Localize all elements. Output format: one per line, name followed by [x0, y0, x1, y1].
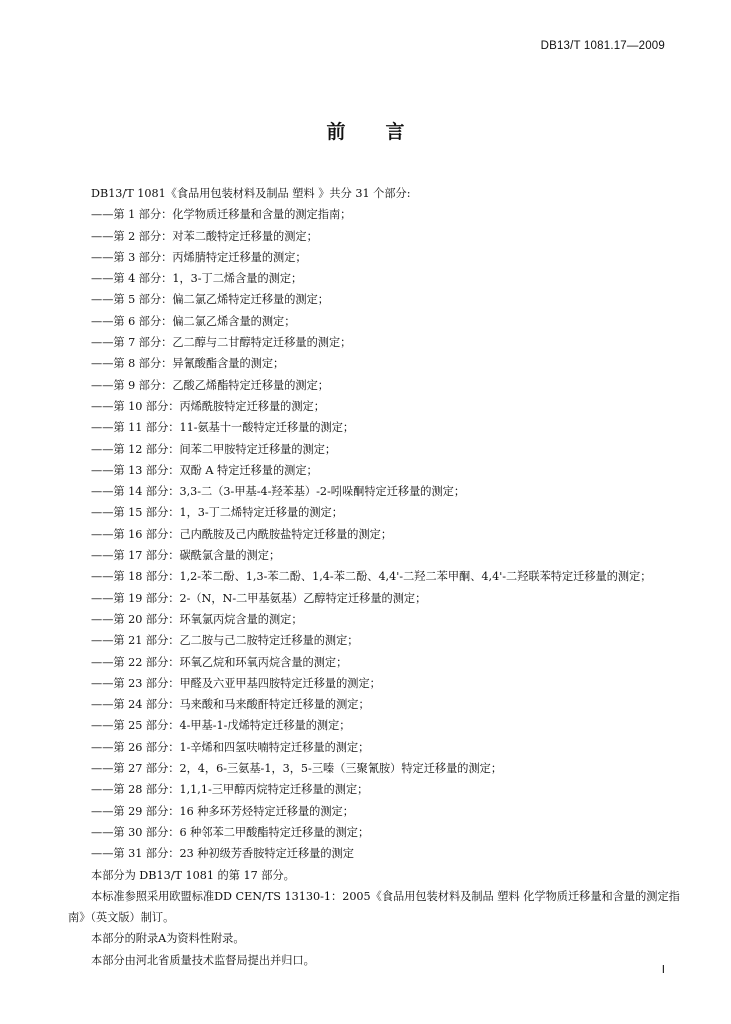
document-code: DB13/T 1081.17—2009	[540, 40, 665, 52]
part-list-item: ——第 12 部分：间苯二甲胺特定迁移量的测定；	[91, 442, 337, 456]
closing-paragraph: 本部分的附录A为资料性附录。	[91, 932, 245, 946]
part-list-item: ——第 11 部分：11-氨基十一酸特定迁移量的测定；	[91, 421, 355, 435]
part-list-item: ——第 9 部分：乙酸乙烯酯特定迁移量的测定；	[91, 378, 329, 392]
part-list-item: ——第 5 部分：偏二氯乙烯特定迁移量的测定；	[91, 293, 329, 307]
part-list-item: ——第 30 部分：6 种邻苯二甲酸酯特定迁移量的测定；	[91, 825, 370, 839]
part-list-item: ——第 18 部分：1,2-苯二酚、1,3-苯二酚、1,4-苯二酚、4,4'-二羟二苯甲酮、4,4'-二羟联苯特定迁移量的测定；	[91, 570, 652, 584]
intro-paragraph: DB13/T 1081《食品用包装材料及制品 塑料 》共分 31 个部分:	[91, 187, 411, 200]
part-list-item: ——第 17 部分：碳酰氯含量的测定；	[91, 549, 281, 563]
part-list-item: ——第 25 部分：4-甲基-1-戊烯特定迁移量的测定；	[91, 719, 351, 733]
part-list-item: ——第 20 部分：环氧氯丙烷含量的测定；	[91, 612, 303, 626]
page-title: 前言	[326, 121, 445, 143]
part-list-item: ——第 3 部分：丙烯腈特定迁移量的测定；	[91, 250, 307, 264]
part-list-item: ——第 16 部分：己内酰胺及己内酰胺盐特定迁移量的测定；	[91, 527, 393, 541]
closing-paragraphs	[68, 865, 680, 971]
part-list-item: ——第 6 部分：偏二氯乙烯含量的测定；	[91, 314, 296, 328]
part-list-item: ——第 8 部分：异氰酸酯含量的测定；	[91, 357, 285, 371]
part-list-item: ——第 26 部分：1-辛烯和四氢呋喃特定迁移量的测定；	[91, 740, 370, 754]
part-list-item: ——第 27 部分：2，4，6-三氨基-1，3，5-三嗪（三聚氰胺）特定迁移量的测定；	[91, 762, 503, 776]
part-list-item: ——第 21 部分：乙二胺与己二胺特定迁移量的测定；	[91, 634, 359, 648]
page-number: I	[661, 963, 665, 976]
parts-list	[68, 204, 680, 864]
part-list-item: ——第 4 部分：1，3-丁二烯含量的测定；	[91, 272, 303, 286]
part-list-item: ——第 28 部分：1,1,1-三甲醇丙烷特定迁移量的测定；	[91, 783, 369, 797]
closing-paragraph: 本部分为 DB13/T 1081 的第 17 部分。	[91, 868, 295, 882]
part-list-item: ——第 7 部分：乙二醇与二甘醇特定迁移量的测定；	[91, 336, 352, 350]
closing-paragraph: 本部分由河北省质量技术监督局提出并归口。	[91, 953, 315, 967]
part-list-item: ——第 1 部分：化学物质迁移量和含量的测定指南；	[91, 208, 352, 222]
part-list-item: ——第 22 部分：环氧乙烷和环氧丙烷含量的测定；	[91, 655, 348, 669]
part-list-item: ——第 29 部分：16 种多环芳烃特定迁移量的测定；	[91, 804, 354, 818]
part-list-item: ——第 31 部分：23 种初级芳香胺特定迁移量的测定	[91, 847, 354, 861]
part-list-item: ——第 24 部分：马来酸和马来酸酐特定迁移量的测定；	[91, 698, 370, 712]
foreword-body	[68, 183, 680, 971]
closing-paragraph: 本标准参照采用欧盟标准DD CEN/TS 13130-1：2005《食品用包装材料及制品 塑料 化学物质迁移量和含量的测定指南》（英文版）制订。	[68, 889, 680, 925]
part-list-item: ——第 13 部分：双酚 A 特定迁移量的测定；	[91, 463, 318, 477]
part-list-item: ——第 14 部分：3,3-二（3-甲基-4-羟苯基）-2-吲哚酮特定迁移量的测定；	[91, 485, 466, 499]
part-list-item: ——第 10 部分：丙烯酰胺特定迁移量的测定；	[91, 399, 325, 413]
part-list-item: ——第 15 部分：1，3-丁二烯特定迁移量的测定；	[91, 506, 343, 520]
part-list-item: ——第 23 部分：甲醛及六亚甲基四胺特定迁移量的测定；	[91, 676, 381, 690]
part-list-item: ——第 2 部分：对苯二酸特定迁移量的测定；	[91, 229, 318, 243]
part-list-item: ——第 19 部分：2-（N，N-二甲基氨基）乙醇特定迁移量的测定；	[91, 591, 427, 605]
